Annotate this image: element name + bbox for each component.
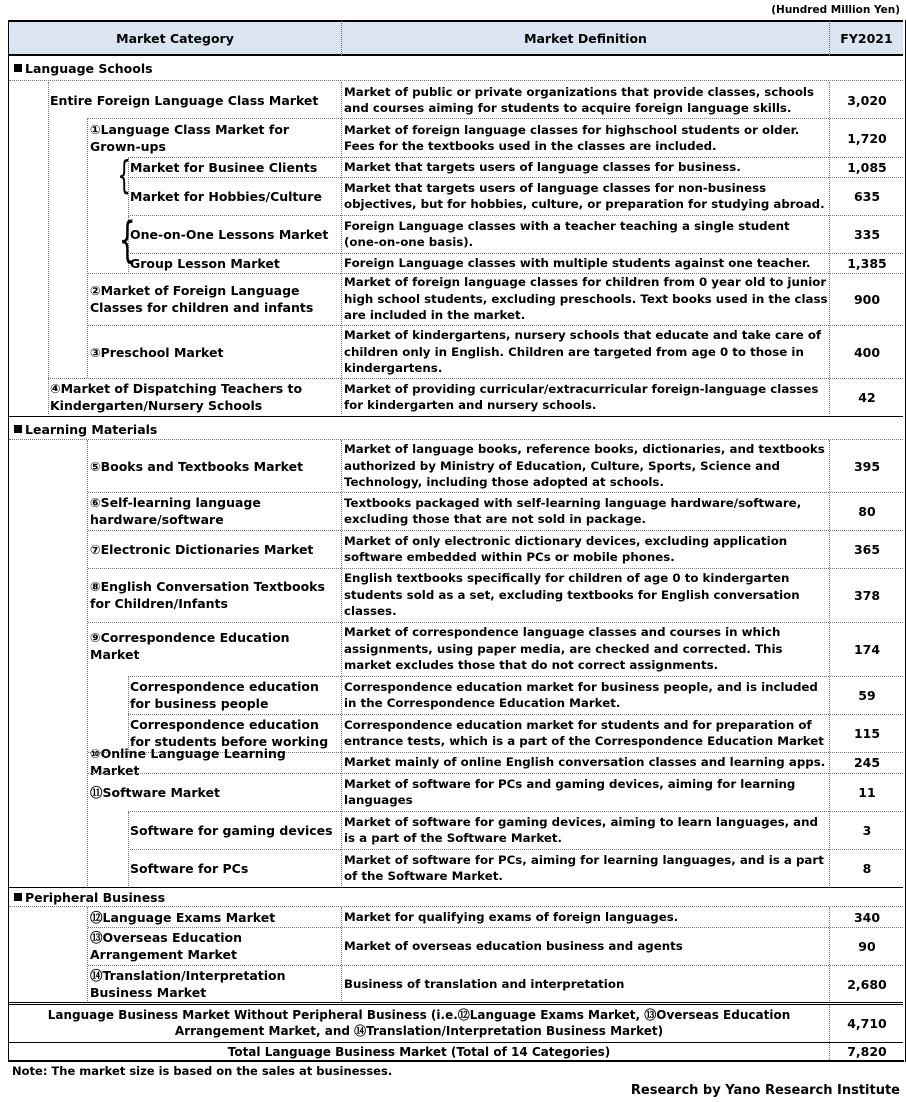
row-category: ⑧English Conversation Textbooks for Children/Infants: [90, 579, 325, 611]
row-value: 8: [862, 860, 872, 876]
row-definition: Market of providing curricular/extracurricular foreign-language classes for kindergarten and nursery schools.: [344, 381, 819, 412]
row-value: 80: [858, 503, 876, 519]
row-category: Software for gaming devices: [130, 822, 333, 838]
section-rule: [9, 439, 903, 440]
row-value: 400: [853, 344, 881, 360]
row-value: 2,680: [847, 976, 887, 992]
row-definition: Market that targets users of language classes for non-business objectives, but for hobbies, culture, or preparation for studying abroad.: [344, 180, 825, 211]
square-bullet-icon: [14, 425, 22, 433]
row-category: Market for Businee Clients: [130, 159, 318, 175]
row-category: ⑪Software Market: [90, 784, 220, 800]
section-language-schools: Language Schools: [14, 61, 153, 76]
row-definition: Foreign Language classes with multiple students against one teacher.: [344, 255, 811, 270]
header-year: FY2021: [830, 20, 903, 56]
row-definition: Correspondence education market for business people, and is included in the Correspondence Education Market.: [344, 679, 818, 710]
row-definition: Market of overseas education business and agents: [344, 938, 683, 953]
total-language-business-value: 7,820: [847, 1044, 887, 1059]
header-definition: Market Definition: [342, 20, 830, 56]
row-value: 42: [858, 389, 876, 405]
row-value: 59: [858, 687, 876, 703]
row-definition: Market of software for PCs and gaming devices, aiming for learning languages: [344, 776, 796, 807]
row-definition: English textbooks specifically for children of age 0 to kindergarten students sold as a set, excluding textbooks for English conversation classes.: [344, 571, 800, 619]
row-definition: Market for qualifying exams of foreign languages.: [344, 909, 679, 924]
row-definition: Market of language books, reference books, dictionaries, and textbooks authorized by Ministry of Education, Culture, Sports, Science and Technology, including those adopted at schools.: [344, 442, 825, 490]
section-rule: [9, 80, 903, 81]
row-category: One-on-One Lessons Market: [130, 226, 329, 242]
row-value: 340: [853, 909, 881, 925]
section-peripheral-business: Peripheral Business: [14, 890, 165, 905]
row-value: 635: [853, 188, 881, 204]
section-learning-materials: Learning Materials: [14, 422, 157, 437]
brace-icon: {: [117, 153, 131, 197]
row-value: 1,085: [847, 159, 887, 175]
row-category: ①Language Class Market for Grown-ups: [90, 122, 290, 154]
row-definition: Business of translation and interpretation: [344, 976, 625, 991]
square-bullet-icon: [14, 64, 22, 72]
row-value: 90: [858, 938, 876, 954]
row-value: 1,385: [847, 255, 887, 271]
row-category: Market for Hobbies/Culture: [130, 188, 322, 204]
row-category: ④Market of Dispatching Teachers to Kindergarten/Nursery Schools: [50, 381, 303, 413]
row-value: 3: [862, 822, 872, 838]
row-definition: Market of foreign language classes for highschool students or older. Fees for the textbooks used in the classes are included.: [344, 122, 800, 153]
row-value: 335: [853, 226, 881, 242]
source-credit: Research by Yano Research Institute: [630, 1083, 900, 1098]
row-definition: Market of only electronic dictionary devices, excluding application software embedded within PCs or mobile phones.: [344, 533, 788, 564]
row-category: ⑦Electronic Dictionaries Market: [90, 541, 314, 557]
unit-note: (Hundred Million Yen): [771, 4, 900, 16]
section-rule: [9, 887, 903, 888]
indent-line: [87, 118, 88, 378]
section-rule: [9, 906, 903, 907]
row-category: ⑥Self-learning language hardware/software: [90, 495, 261, 527]
indent-line: [87, 440, 88, 886]
header-category: Market Category: [9, 20, 342, 56]
totals-rule: [9, 1002, 903, 1003]
row-category: ⑤Books and Textbooks Market: [90, 458, 304, 474]
row-definition: Market of correspondence language classes and courses in which assignments, using paper media, are checked and corrected. This market excludes those that do not correct assignments.: [344, 625, 783, 673]
indent-line: [87, 907, 88, 1001]
row-category: Group Lesson Market: [130, 255, 280, 271]
section-rule: [9, 416, 903, 417]
row-category: ⑨Correspondence Education Market: [90, 630, 290, 662]
square-bullet-icon: [14, 893, 22, 901]
row-definition: Market of kindergartens, nursery schools that educate and take care of children only in English. Children are targeted from age 0 to those in kindergartens.: [344, 328, 822, 376]
indent-line: [48, 82, 49, 414]
row-definition: Market mainly of online English conversation classes and learning apps.: [344, 754, 826, 769]
row-category: ⑬Overseas Education Arrangement Market: [90, 930, 243, 962]
brace-icon: {: [118, 212, 136, 268]
row-definition: Textbooks packaged with self-learning language hardware/software, excluding those that are not sold in package.: [344, 495, 802, 526]
row-value: 3,020: [847, 92, 887, 108]
table-bottom-rule: [8, 1060, 904, 1062]
row-category: Software for PCs: [130, 860, 249, 876]
row-category: Correspondence education for business people: [130, 679, 319, 711]
row-category: ⑩Online Language Learning Market: [90, 746, 286, 778]
row-value: 378: [853, 587, 881, 603]
row-definition: Market of foreign language classes for children from 0 year old to junior high school students, excluding preschools. Text books used in the class are included in the market.: [344, 275, 828, 323]
row-category: ⑭Translation/Interpretation Business Market: [90, 968, 286, 1000]
row-value: 395: [853, 458, 881, 474]
row-category: Correspondence education for students before working: [130, 717, 329, 749]
row-category: Entire Foreign Language Class Market: [50, 92, 319, 108]
row-category: ⑫Language Exams Market: [90, 909, 276, 925]
row-definition: Market of public or private organizations that provide classes, schools and courses aiming for students to acquire foreign language skills.: [344, 84, 814, 115]
row-value: 1,720: [847, 130, 887, 146]
row-definition: Correspondence education market for students and for preparation of entrance tests, which is a part of the Correspondence Education Market: [344, 717, 824, 748]
row-value: 900: [853, 291, 881, 307]
row-definition: Market that targets users of language classes for business.: [344, 159, 741, 174]
row-definition: Foreign Language classes with a teacher teaching a single student (one-on-one basis).: [344, 218, 790, 249]
row-value: 174: [853, 641, 881, 657]
row-value: 365: [853, 541, 881, 557]
row-value: 115: [853, 725, 881, 741]
total-without-peripheral-label: Language Business Market Without Peripheral Business (i.e.⑫Language Exams Market, ⑬Overseas Education Arrangement Market, and ⑭Translation/Interpretation Business Market): [47, 1008, 791, 1038]
row-category: ②Market of Foreign Language Classes for children and infants: [90, 283, 314, 315]
row-definition: Market of software for gaming devices, aiming to learn languages, and is a part of the Software Market.: [344, 814, 818, 845]
row-value: 11: [858, 784, 876, 800]
total-without-peripheral-value: 4,710: [847, 1015, 887, 1031]
row-value: 245: [853, 754, 881, 770]
row-definition: Market of software for PCs, aiming for learning languages, and is a part of the Software Market.: [344, 852, 824, 883]
footnote: Note: The market size is based on the sales at businesses.: [12, 1064, 393, 1078]
total-language-business-label: Total Language Business Market (Total of 14 Categories): [227, 1044, 611, 1059]
row-category: ③Preschool Market: [90, 344, 224, 360]
